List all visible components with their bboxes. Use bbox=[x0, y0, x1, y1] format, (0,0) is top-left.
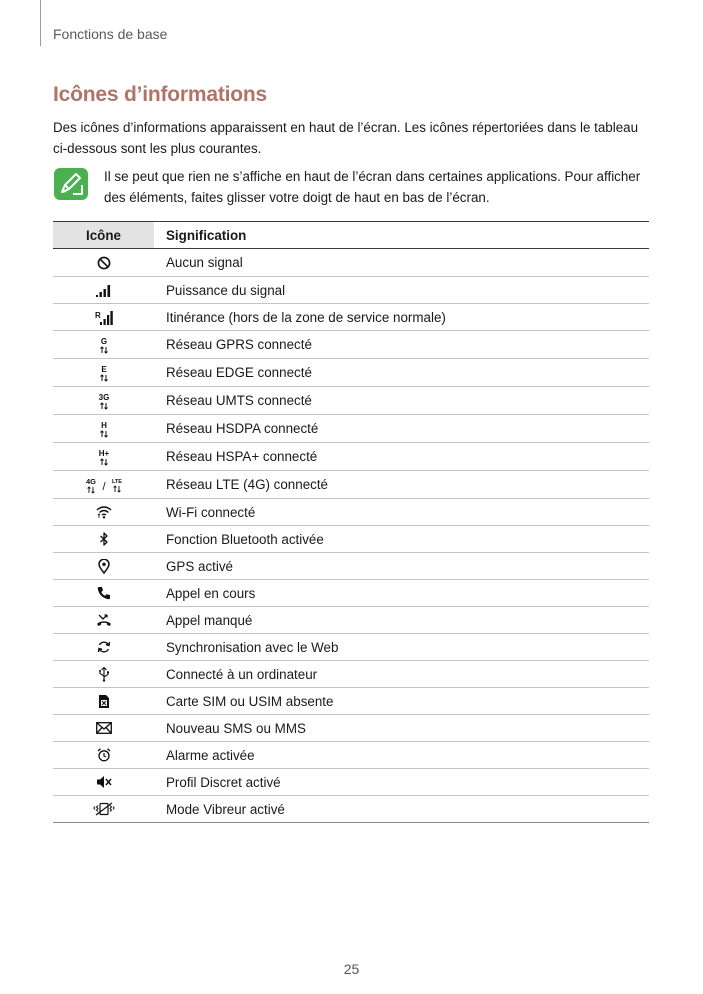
table-row bbox=[53, 526, 649, 553]
meaning-text: Réseau HSDPA connecté bbox=[154, 415, 649, 443]
table-row bbox=[53, 443, 649, 471]
meaning-text: Appel manqué bbox=[154, 607, 649, 634]
header-rule bbox=[40, 0, 41, 46]
table-row bbox=[53, 499, 649, 526]
mute-icon bbox=[96, 775, 112, 789]
meaning-text: Aucun signal bbox=[154, 249, 649, 277]
meaning-text: Fonction Bluetooth activée bbox=[154, 526, 649, 553]
table-row bbox=[53, 415, 649, 443]
table-row bbox=[53, 249, 649, 277]
table-row bbox=[53, 553, 649, 580]
icon-label: E bbox=[100, 364, 107, 374]
umts-icon bbox=[96, 392, 112, 410]
note-text: Il se peut que rien ne s’affiche en haut de l’écran dans certaines applications. Pour afficher des éléments, faites glisser votre doigt de haut en bas de l’écran. bbox=[104, 169, 641, 205]
meaning-text: Itinérance (hors de la zone de service normale) bbox=[154, 304, 649, 331]
table-row bbox=[53, 277, 649, 304]
no-signal-icon bbox=[97, 256, 111, 270]
icon-label: H+ bbox=[98, 448, 109, 458]
table-row bbox=[53, 634, 649, 661]
icon-label: G bbox=[100, 336, 107, 346]
meaning-text: Profil Discret activé bbox=[154, 769, 649, 796]
header-meaning: Signification bbox=[154, 222, 649, 249]
meaning-text: GPS activé bbox=[154, 553, 649, 580]
icon-separator: / bbox=[101, 480, 106, 493]
missed-call-icon bbox=[96, 613, 112, 627]
table-row bbox=[53, 580, 649, 607]
alarm-icon bbox=[97, 748, 111, 762]
table-header-row bbox=[53, 222, 649, 249]
lte-icon bbox=[84, 476, 124, 494]
signal-strength-icon bbox=[96, 284, 112, 297]
note-pencil-icon bbox=[53, 167, 89, 201]
wifi-icon bbox=[96, 505, 112, 519]
section-header: Fonctions de base bbox=[53, 26, 168, 42]
meaning-text: Synchronisation avec le Web bbox=[154, 634, 649, 661]
icon-label: H bbox=[100, 420, 107, 430]
meaning-text: Nouveau SMS ou MMS bbox=[154, 715, 649, 742]
call-icon bbox=[97, 586, 111, 600]
icon-label: 3G bbox=[98, 392, 109, 402]
table-row bbox=[53, 304, 649, 331]
table-row bbox=[53, 387, 649, 415]
header-icon: Icône bbox=[53, 222, 154, 249]
hspa-plus-icon bbox=[95, 448, 113, 466]
gps-icon bbox=[98, 559, 110, 574]
message-icon bbox=[96, 722, 112, 734]
intro-paragraph: Des icônes d’informations apparaissent en haut de l’écran. Les icônes répertoriées dans le tableau ci-dessous sont les plus courantes. bbox=[53, 120, 639, 156]
table-row bbox=[53, 688, 649, 715]
meaning-text: Réseau GPRS connecté bbox=[154, 331, 649, 359]
meaning-text: Réseau EDGE connecté bbox=[154, 359, 649, 387]
meaning-text: Wi-Fi connecté bbox=[154, 499, 649, 526]
table-row bbox=[53, 607, 649, 634]
table-row bbox=[53, 715, 649, 742]
table-row bbox=[53, 331, 649, 359]
table-row bbox=[53, 471, 649, 499]
meaning-text: Réseau LTE (4G) connecté bbox=[154, 471, 649, 499]
meaning-text: Puissance du signal bbox=[154, 277, 649, 304]
meaning-text: Carte SIM ou USIM absente bbox=[154, 688, 649, 715]
vibrate-icon bbox=[93, 802, 115, 816]
meaning-text: Connecté à un ordinateur bbox=[154, 661, 649, 688]
gprs-icon bbox=[96, 336, 112, 354]
no-sim-icon bbox=[98, 694, 110, 709]
meaning-text: Réseau HSPA+ connecté bbox=[154, 443, 649, 471]
icon-label-2: LTE bbox=[111, 478, 122, 485]
sync-icon bbox=[97, 640, 111, 654]
page-number: 25 bbox=[343, 961, 360, 977]
icon-label: 4G bbox=[85, 476, 96, 486]
page-title: Icônes d’informations bbox=[53, 83, 267, 106]
meaning-text: Alarme activée bbox=[154, 742, 649, 769]
hsdpa-icon bbox=[96, 420, 112, 438]
meaning-text: Réseau UMTS connecté bbox=[154, 387, 649, 415]
edge-icon bbox=[96, 364, 112, 382]
table-row bbox=[53, 359, 649, 387]
table-row bbox=[53, 796, 649, 823]
icons-table bbox=[53, 221, 649, 823]
table-row bbox=[53, 661, 649, 688]
roaming-icon bbox=[95, 310, 113, 325]
bluetooth-icon bbox=[99, 532, 109, 546]
table-row bbox=[53, 742, 649, 769]
svg-text:R: R bbox=[94, 310, 101, 320]
usb-icon bbox=[98, 667, 110, 682]
table-row bbox=[53, 769, 649, 796]
meaning-text: Appel en cours bbox=[154, 580, 649, 607]
meaning-text: Mode Vibreur activé bbox=[154, 796, 649, 823]
